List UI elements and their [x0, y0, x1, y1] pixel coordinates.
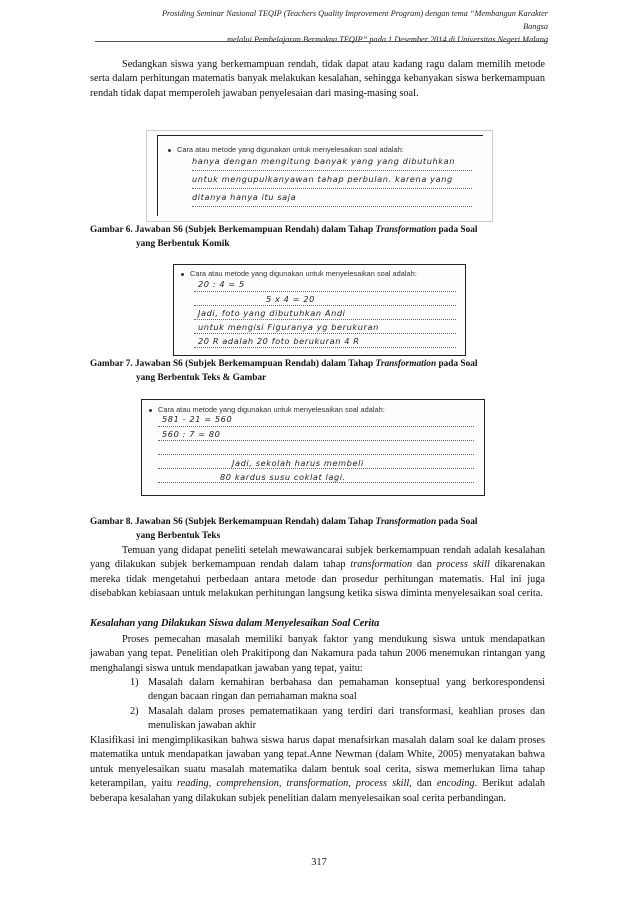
section-heading: Kesalahan yang Dilakukan Siswa dalam Menyelesaikan Soal Cerita: [90, 618, 380, 629]
handwriting-line: Jadi, foto yang dibutuhkan Andi: [198, 308, 346, 318]
bullet-icon: [168, 149, 171, 152]
figure-7-image: [173, 264, 466, 356]
figure-6-question: Cara atau metode yang digunakan untuk menyelesaikan soal adalah:: [168, 145, 404, 154]
header-line-1: Prosiding Seminar Nasional TEQIP (Teachers Quality Improvement Program) dengan tema “Membangun Karakter Bangsa: [161, 9, 548, 31]
page-number: 317: [311, 857, 327, 868]
finding-paragraph: Temuan yang didapat peneliti setelah mewawancarai subjek berkemampuan rendah adalah kesalahan yang dilakukan subjek berkemampuan rendah dalam tahap transformation dan process skill dikarenakan mereka tidak mengetahui perbedaan antara metode dan prosedur perhitungan matematis. Hal ini juga disebabkan kebiasaan untuk melakukan perhitungan langsung ketika siswa diminta menyelesaikan soal cerita.: [90, 545, 546, 600]
handwriting-line: 581 - 21 = 560: [162, 414, 233, 424]
figure-8-image: [141, 399, 485, 496]
figure-7-caption: Gambar 7. Jawaban S6 (Subjek Berkemampuan Rendah) dalam Tahap Transformation pada Soal yang Berbentuk Teks & Gambar: [90, 359, 478, 383]
bullet-icon: [149, 409, 152, 412]
list-item: 1) Masalah dalam kemahiran berbahasa dan pemahaman konseptual yang berkorespondensi dengan bacaan ringan dan pemahaman makna soal: [130, 677, 545, 703]
handwriting-line: untuk mengisi Figuranya yg berukuran: [198, 322, 379, 332]
handwriting-line: 5 x 4 = 20: [266, 294, 315, 304]
list-item: 2) Masalah dalam proses pematematikaan yang terdiri dari transformasi, keahlian proses dan menuliskan jawaban akhir: [130, 706, 545, 732]
section-paragraph: Proses pemecahan masalah memiliki banyak faktor yang mendukung siswa untuk mendapatkan jawaban yang tepat. Penelitian oleh Prakitipong dan Nakamura pada tahun 2006 menemukan rintangan yang menghalangi siswa untuk mendapatkan jawaban yang tepat, yaitu:: [90, 634, 545, 674]
handwriting-line: ditanya hanya itu saja: [192, 192, 297, 202]
intro-paragraph: Sedangkan siswa yang berkemampuan rendah, tidak dapat atau kadang ragu dalam memilih metode serta dalam perhitungan matematis banyak melakukan kesalahan, sehingga kebanyakan siswa berkemampuan rendah tidak dapat memperoleh jawaban penyelesaian dari masing-masing soal.: [90, 59, 545, 99]
handwriting-line: 560 : 7 = 80: [162, 429, 221, 439]
figure-6-image: [146, 130, 493, 222]
header-line-2: melalui Pembelajaran Bermakna TEQIP” pada 1 Desember 2014 di Universitas Negeri Malang: [226, 35, 548, 44]
bullet-icon: [181, 273, 184, 276]
handwriting-line: hanya dengan mengitung banyak yang yang dibutuhkan: [192, 156, 456, 166]
figure-6-caption: Gambar 6. Jawaban S6 (Subjek Berkemampuan Rendah) dalam Tahap Transformation pada Soal yang Berbentuk Komik: [90, 225, 478, 249]
handwriting-line: 20 R adalah 20 foto berukuran 4 R: [198, 336, 360, 346]
figure-7-question: Cara atau metode yang digunakan untuk menyelesaikan soal adalah:: [181, 269, 417, 278]
header-rule: [95, 41, 548, 42]
handwriting-line: Jadi, sekolah harus membeli: [232, 458, 364, 468]
handwriting-line: 80 kardus susu coklat lagi.: [220, 472, 346, 482]
figure-8-question: Cara atau metode yang digunakan untuk menyelesaikan soal adalah:: [149, 405, 385, 414]
figure-8-caption: Gambar 8. Jawaban S6 (Subjek Berkemampuan Rendah) dalam Tahap Transformation pada Soal yang Berbentuk Teks: [90, 517, 478, 541]
closing-paragraph: Klasifikasi ini mengimplikasikan bahwa siswa harus dapat menafsirkan masalah dalam soal ke dalam proses matematika untuk mendapatkan jawaban yang tepat.Anne Newman (dalam White, 2005) menyatakan bahwa untuk menyelesaikan suatu masalah matematika dalam bentuk soal cerita, siswa memerlukan lima tahap keterampilan, yaitu reading, comprehension, transformation, process skill, dan encoding. Berikut adalah beberapa kesalahan yang dilakukan subjek penelitian dalam menyelesaikan soal cerita perbandingan.: [90, 735, 546, 804]
handwriting-line: untuk mengupulkanyawan tahap perbulan. karena yang: [192, 174, 453, 184]
handwriting-line: 20 : 4 = 5: [198, 279, 245, 289]
